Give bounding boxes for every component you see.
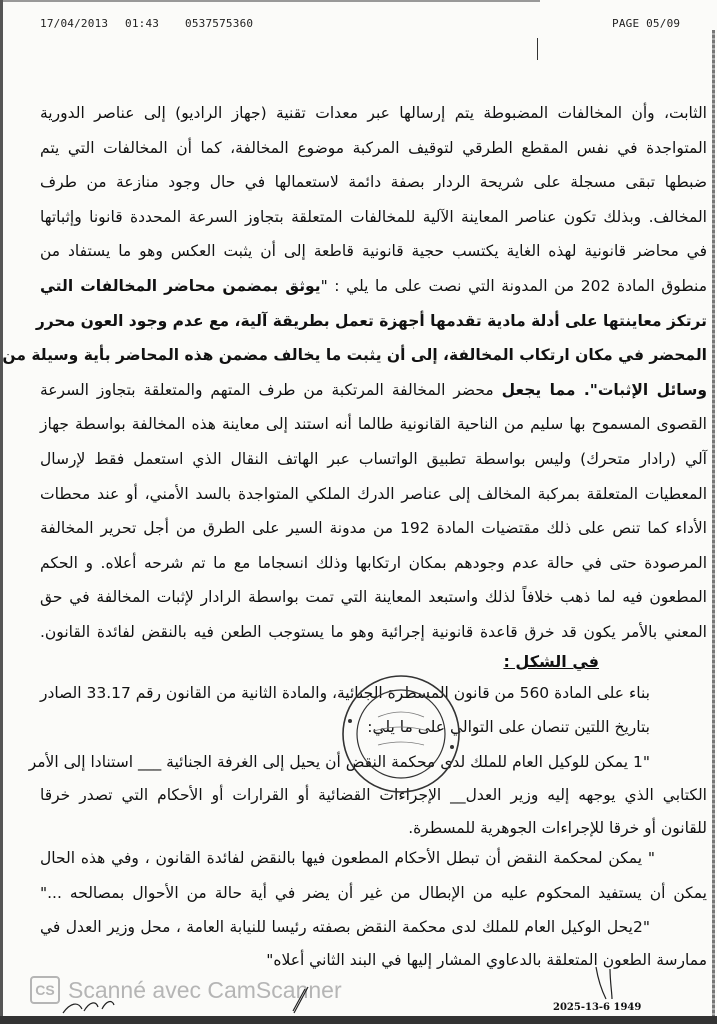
text-segment: المرصودة حتى في حالة عدم وجودهم بمكان ارتكابها وذلك انسجاما مع ما تم شرحه أعلاه. و الحكم <box>40 554 707 572</box>
scan-bottom-edge <box>0 1016 717 1024</box>
section-heading: في الشكل : <box>503 652 599 671</box>
text-segment: منطوق المادة 202 من المدونة التي نصت على ما يلي : " <box>320 277 707 295</box>
text-line <box>40 553 707 573</box>
text-segment: يمكن أن يستفيد المحكوم عليه من الإبطال من غير أن يضر في أية حالة من الأحوال بمصالحه ..." <box>40 884 707 902</box>
text-segment: الثابت، وأن المخالفات المضبوطة يتم إرسالها عبر معدات تقنية (جهاز الراديو) إلى عناصر الدورية <box>40 104 707 122</box>
camscanner-logo-icon: CS <box>30 976 60 1004</box>
text-segment: "2يحل الوكيل العام للملك لدى محكمة النقض بصفته رئيسا للنيابة العامة ، محل وزير العدل في <box>40 918 650 936</box>
watermark-text: Scanné avec CamScanner <box>68 977 342 1003</box>
text-line <box>40 449 707 469</box>
text-line <box>266 950 707 970</box>
scan-left-edge <box>0 0 3 1024</box>
text-line <box>40 138 707 158</box>
text-segment: في محاضر قانونية لهذه الغاية يكتسب حجية قانونية قاطعة إلى أن يثبت العكس وهو ما يستفاد من <box>40 242 707 260</box>
text-segment: آلي (رادار متحرك) وليس بواسطة تطبيق الواتساب عبر الهاتف النقال الذي استعمل فقط لإرسال <box>40 450 707 468</box>
text-line <box>40 622 707 642</box>
text-line <box>40 848 655 868</box>
text-line <box>2 345 707 365</box>
text-segment: القصوى المسموح بها سليم من الناحية القانونية طالما أنه استند إلى معاينة هذه المخالفة بواسطة جهاز <box>40 415 707 433</box>
text-line <box>40 276 707 296</box>
text-segment: " يمكن لمحكمة النقض أن تبطل الأحكام المطعون فيها بالنقض لفائدة القانون ، وفي هذه الحال <box>40 849 655 867</box>
text-segment: الأداء كما تنص على ذلك مقتضيات المادة 192 من مدونة السير على الطرق من أجل تحرير المخالفة <box>40 519 707 537</box>
bold-quote-segment: وسائل الإثبات". مما يجعل <box>501 381 707 399</box>
fax-header-divider <box>537 38 538 60</box>
signature-initials <box>60 995 130 1015</box>
text-segment: المعني بالأمر يكون قد خرق قاعدة قانونية إجرائية وهو ما يستوجب الطعن فيه بالنقض لفائدة القانون. <box>40 623 707 641</box>
text-line <box>40 518 707 538</box>
text-segment: المتواجدة في نفس المقطع الطرقي لتوقيف المركبة موضوع المخالفة، كما أن المخالفات التي يتم <box>40 139 707 157</box>
text-segment: محضر المخالفة المرتكبة من طرف المتهم والمتعلقة بتجاوز السرعة <box>40 381 502 399</box>
text-segment: للقانون أو خرقا للإجراءات الجوهرية للمسطرة. <box>408 819 707 837</box>
text-segment: الكتابي الذي يوجهه إليه وزير العدل__ الإجراءات القضائية أو القرارات أو الأحكام التي تصدر خرقا <box>40 786 707 804</box>
text-line <box>40 380 707 400</box>
text-segment: المطعون فيه لما ذهب خلافاً لذلك واستبعد المعاينة التي تمت بواسطة الرادار لإثبات المخالفة في حق <box>40 588 707 606</box>
scan-right-edge <box>712 30 715 1024</box>
text-line <box>408 818 707 838</box>
text-line <box>35 311 707 331</box>
signature-stroke <box>290 985 310 1015</box>
text-line <box>40 207 707 227</box>
text-line <box>40 484 707 504</box>
text-line <box>40 172 707 192</box>
text-line <box>40 414 707 434</box>
text-line <box>40 103 707 123</box>
text-segment: المخالف. وبذلك تكون عناصر المعاينة الآلية للمخالفات المتعلقة بتجاوز السرعة المحددة قانونا وإثباتها <box>40 208 707 226</box>
fax-phone: 0537575360 <box>185 17 254 30</box>
text-line <box>40 241 707 261</box>
official-stamp <box>340 673 462 795</box>
text-segment: "1 يمكن للوكيل العام للملك لدى محكمة النقض أن يحيل إلى الغرفة الجنائية ___ استنادا إلى الأمر <box>28 753 650 771</box>
text-line <box>40 883 707 903</box>
text-segment: بناء على المادة 560 من قانون المسطرة الجنائية، والمادة الثانية من القانون رقم 33.17 الصادر <box>39 684 650 702</box>
fax-page-number: PAGE 05/09 <box>612 17 681 30</box>
scan-top-edge <box>0 0 540 2</box>
text-segment: المعطيات المتعلقة بمركبة المخالف إلى عناصر الدرك الملكي المتواجدة بالسد الأمني، أو عند محطات <box>40 485 707 503</box>
text-line <box>40 587 707 607</box>
fax-date: 17/04/2013 <box>40 17 109 30</box>
text-segment: ضبطها تبقى مسجلة على شريحة الردار بصفة دائمة لاستعمالها في حال وجود منازعة من طرف <box>40 173 707 191</box>
bold-quote-segment: المحضر في مكان ارتكاب المخالفة، إلى أن يثبت ما يخالف مضمن هذه المحاضر بأية وسيلة من <box>2 346 707 364</box>
bold-quote-segment: ترتكز معاينتها على أدلة مادية تقدمها أجهزة تعمل بطريقة آلية، مع عدم وجود العون محرر <box>35 312 707 330</box>
text-line <box>40 917 650 937</box>
signature-mark <box>590 965 620 1001</box>
bold-quote-segment: يوثق بمضمن محاضر المخالفات التي <box>40 277 321 295</box>
text-segment: بتاريخ اللتين تنصان على التوالي على ما يلي: <box>367 718 650 736</box>
fax-time: 01:43 <box>125 17 160 30</box>
footer-date: 2025-13-6 1949 <box>553 1002 642 1013</box>
text-segment: ممارسة الطعون المتعلقة بالدعاوي المشار إليها في البند الثاني أعلاه" <box>266 951 707 969</box>
